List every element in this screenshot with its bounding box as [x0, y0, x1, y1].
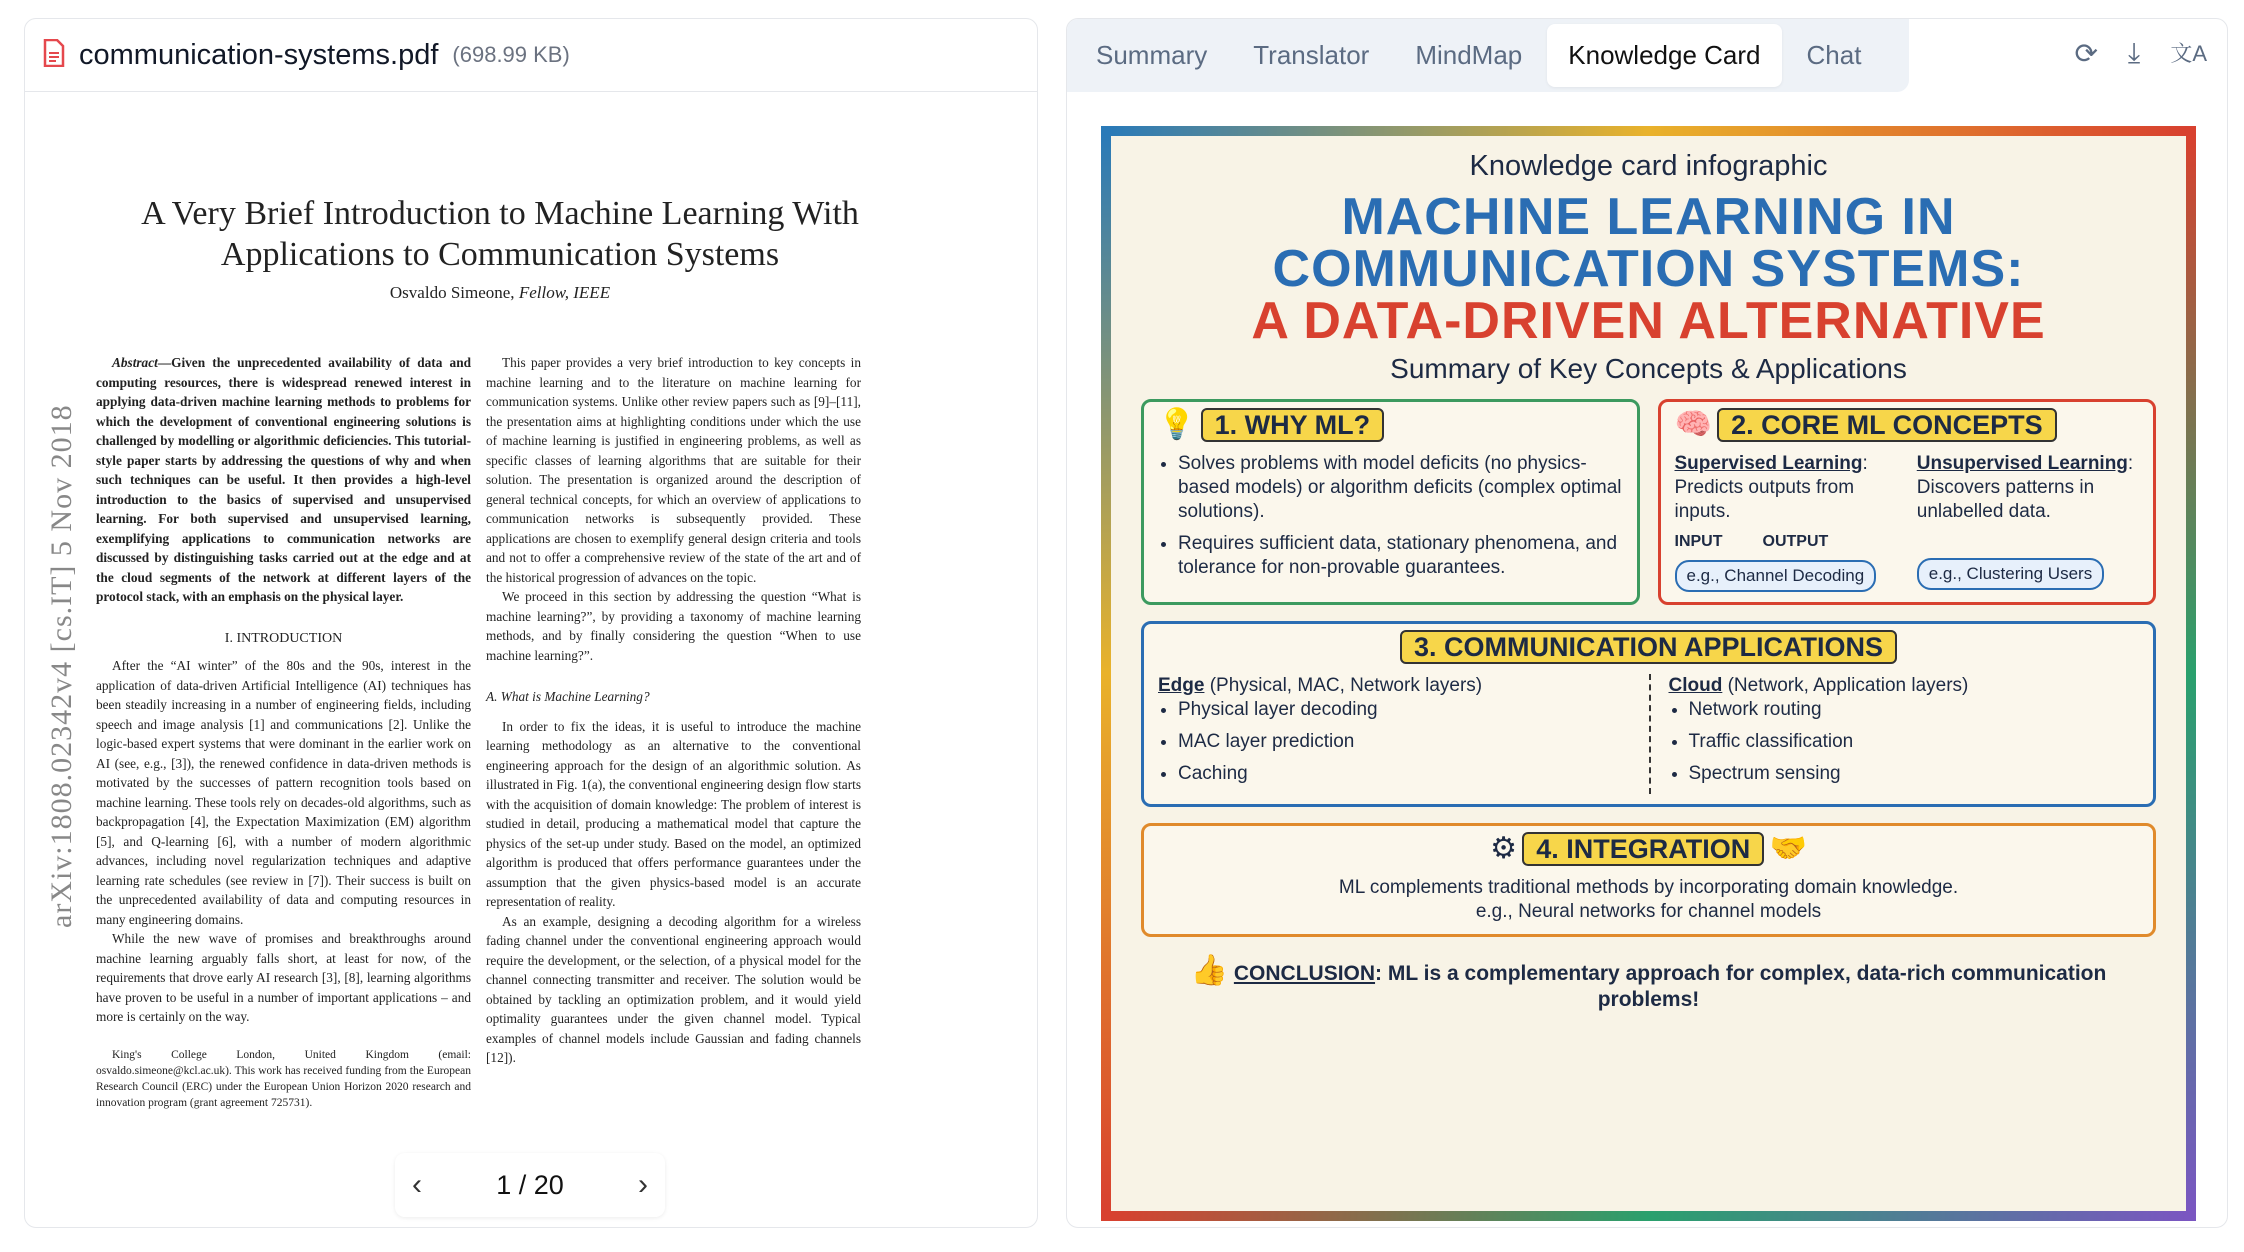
concept-text: : Discovers patterns in unlabelled data.: [1916, 453, 2134, 522]
tools-panel: [1066, 18, 2228, 1228]
file-name: communication-systems.pdf: [79, 38, 439, 71]
input-label: INPUT: [1674, 533, 1723, 550]
paragraph: While the new wave of promises and breakthroughs around machine learning arguably falls short, at least for now, of the requirements that drove early AI research [3], [8], learning algorithms have proven to be useful in a number of important applications – and more is certainly on the way.: [96, 931, 471, 1024]
tab-summary[interactable]: Summary: [1096, 40, 1208, 70]
section-title: 3. COMMUNICATION APPLICATIONS: [1400, 630, 1897, 664]
bullet: • Solves problems with model deficits (no physics-based models) or algorithm deficits (complex optimal solutions).: [1178, 452, 1623, 524]
paragraph: In order to fix the ideas, it is useful to introduce the machine learning methodology as an alternative to the conventional engineering approach for the design of an algorithmic solution. As illustrated in Fig. 1(a), the conventional engineering design flow starts with the acquisition of domain knowledge: The problem of interest is studied in detail, producing a mathematical model that capture the physics of the set-up under study. Based on the model, an optimized algorithm is produced that offers performance guarantees under the assumption that the given physics-based model is an accurate representation of reality.: [486, 718, 861, 909]
paragraph: As an example, designing a decoding algorithm for a wireless fading channel under the conventional engineering approach would require the development, or the selection, of a physical model for the channel connecting transmitter and receiver. The solution would be obtained by tackling an optimization problem, and it would yield optimality guarantees under the given channel model. Typical examples of channel models include Gaussian and fading channels [12]).: [486, 913, 861, 1065]
paragraph: We proceed in this section by addressing the question “What is machine learning?”, by providing a taxonomy of machine learning methods, and by finally considering the question “When to use machine learning?”.: [486, 589, 861, 663]
paragraph: After the “AI winter” of the 80s and the 90s, interest in the application of data-driven Artificial Intelligence (AI) techniques has been steadily increasing in a number of engineering fields, including speech and image analysis [1] and communications [2]. Unlike the logic-based expert systems that were dominant in the earlier work on AI (see, e.g., [3]), the renewed confidence in data-driven methods is motivated by the successes of pattern recognition tools based on machine learning. These tools rely on decades-old algorithms, such as backpropagation [4], the Expectation Maximization (EM) algorithm [5], and Q-learning [6], with a number of modern algorithmic advances, including novel regularization techniques and adaptive learning rate schedules (see review in [7]). Their success is built on the unprecedented availability of data and computing resources in many engineering domains.: [96, 658, 471, 927]
download-icon[interactable]: ⤓: [2127, 37, 2141, 68]
card-subtitle: Summary of Key Concepts & Applications: [1390, 353, 1907, 384]
bullet: • Caching: [1178, 762, 1629, 786]
concept-title: Unsupervised Learning: [1916, 453, 2128, 474]
title-line: MACHINE LEARNING IN: [1341, 188, 1956, 246]
bullet: • Network routing: [1689, 698, 2140, 722]
knowledge-card-infographic: [1101, 126, 2196, 1221]
translate-icon[interactable]: 文A: [2170, 41, 2207, 66]
paper-author: [85, 283, 915, 303]
left-column: [96, 353, 471, 1111]
pdf-header: [25, 19, 1037, 92]
tab-knowledge-card[interactable]: Knowledge Card: [1547, 24, 1781, 87]
chevron-left-icon: ‹: [412, 1168, 422, 1201]
title-line: A DATA-DRIVEN ALTERNATIVE: [1251, 292, 2046, 350]
bullet: • Spectrum sensing: [1689, 762, 2140, 786]
next-page-button[interactable]: [621, 1154, 665, 1216]
pdf-file-icon: [43, 39, 65, 72]
author-suffix: Fellow, IEEE: [518, 283, 611, 302]
thumbs-up-icon: 👍: [1190, 954, 1229, 987]
bullet: • MAC layer prediction: [1178, 730, 1629, 754]
paragraph: This paper provides a very brief introduction to key concepts in machine learning and to the literature on machine learning for communication systems. Unlike other review papers such as [9]–[11], the presentation aims at highlighting conditions under which the use of machine learning is justified in engineering problems, as well as specific classes of learning algorithms that are suitable for their solution. The presentation is organized around the description of general technical concepts, for which an overview of applications to communication networks is subsequently provided. These applications are chosen to exemplify general design criteria and tools and not to offer a comprehensive review of the state of the art and of the historical progression of advances on the topic.: [486, 355, 861, 585]
tab-mindmap[interactable]: MindMap: [1415, 40, 1523, 70]
page-indicator: 1 / 20: [496, 1169, 564, 1200]
section-heading: I. INTRODUCTION: [224, 630, 343, 646]
concept-title: Supervised Learning: [1674, 453, 1863, 474]
paper-title: A Very Brief Introduction to Machine Learning With Applications to Communication Systems: [141, 195, 859, 273]
tab-chat[interactable]: Chat: [1806, 40, 1862, 70]
integration-example: e.g., Neural networks for channel models: [1475, 901, 1822, 922]
pdf-viewer-panel: [24, 18, 1038, 1228]
gear-icon: ⚙: [1490, 832, 1517, 865]
arxiv-identifier: arXiv:1808.02342v4 [cs.IT] 5 Nov 2018: [45, 404, 78, 928]
concept-text: : Predicts outputs from inputs.: [1674, 453, 1868, 522]
refresh-icon[interactable]: ⟳: [2074, 38, 2098, 69]
lightbulb-icon: 💡: [1158, 408, 1196, 441]
conclusion: [1141, 953, 2156, 1012]
right-column: [486, 353, 861, 1068]
prev-page-button[interactable]: [395, 1154, 439, 1216]
subsection-heading: A. What is Machine Learning?: [486, 689, 650, 704]
tab-bar: [1067, 19, 1909, 92]
cloud-title: Cloud: [1668, 675, 1723, 696]
card-title: [1141, 188, 2156, 350]
conclusion-label: CONCLUSION: [1233, 962, 1376, 985]
brain-icon: 🧠: [1674, 408, 1712, 441]
section-core-concepts: [1658, 399, 2157, 605]
title-line: COMMUNICATION SYSTEMS:: [1272, 240, 2025, 298]
section-title: 1. WHY ML?: [1201, 408, 1385, 442]
file-size: (698.99 KB): [452, 42, 570, 67]
page-navigator: [395, 1153, 665, 1217]
author-name: Osvaldo Simeone,: [389, 283, 519, 302]
bullet: • Traffic classification: [1689, 730, 2140, 754]
section-applications: [1141, 621, 2156, 807]
tab-translator[interactable]: Translator: [1253, 40, 1370, 70]
edge-title: Edge: [1158, 675, 1205, 696]
section-integration: [1141, 823, 2156, 937]
conclusion-text: : ML is a complementary approach for complex, data-rich communication problems!: [1375, 962, 2107, 1011]
card-kicker: Knowledge card infographic: [1469, 150, 1828, 182]
bullet: • Physical layer decoding: [1178, 698, 1629, 722]
bullet: • Requires sufficient data, stationary phenomena, and tolerance for non-provable guarantees.: [1178, 532, 1623, 580]
footnote: King's College London, United Kingdom (email: osvaldo.simeone@kcl.ac.uk). This work has received funding from the European Research Council (ERC) under the European Union Horizon 2020 research and innovation program (grant agreement 725731).: [96, 1048, 471, 1109]
toolbar: [2074, 37, 2207, 70]
handshake-icon: 🤝: [1769, 832, 1807, 865]
pdf-page: [25, 93, 1037, 1227]
output-label: OUTPUT: [1762, 533, 1829, 550]
section-title: 4. INTEGRATION: [1522, 832, 1764, 866]
example-pill: e.g., Clustering Users: [1917, 558, 2104, 590]
section-title: 2. CORE ML CONCEPTS: [1717, 408, 2057, 442]
section-why-ml: [1141, 399, 1640, 605]
example-pill: e.g., Channel Decoding: [1675, 560, 1877, 592]
abstract: [96, 353, 471, 607]
chevron-right-icon: ›: [638, 1168, 648, 1201]
cloud-subtitle: (Network, Application layers): [1722, 675, 1969, 696]
edge-subtitle: (Physical, MAC, Network layers): [1204, 675, 1483, 696]
abstract-text: —Given the unprecedented availability of data and computing resources, there is widespread renewed interest in applying data-driven machine learning methods to problems for which the development of conventional engineering solutions is challenged by modelling or algorithmic deficiencies. This tutorial-style paper starts by addressing the questions of why and when such techniques can be useful. It then provides a high-level introduction to the basics of supervised and unsupervised learning. For both supervised and unsupervised learning, exemplifying applications to communication networks are discussed by distinguishing tasks carried out at the edge and at the cloud segments of the network at different layers of the protocol stack, with an emphasis on the physical layer.: [96, 355, 471, 604]
integration-text: ML complements traditional methods by incorporating domain knowledge.: [1338, 877, 1959, 898]
abstract-label: Abstract: [112, 355, 158, 370]
